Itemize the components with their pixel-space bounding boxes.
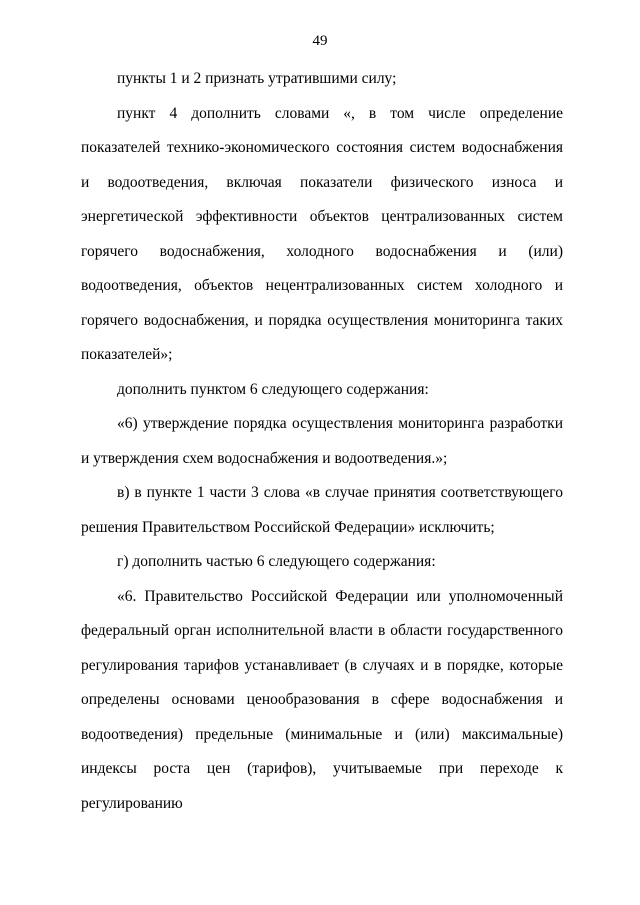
paragraph-4: «6) утверждение порядка осуществления мониторинга разработки и утверждения схем водоснабжения и водоотведения.»; — [81, 415, 563, 467]
paragraph-2: пункт 4 дополнить словами «, в том числе определение показателей технико-экономического состояния систем водоснабжения и водоотведения, включая показатели физического износа и энергетической эффективности объектов централизованных систем горячего водоснабжения, холодного водоснабжения и (или) водоотведения, объектов нецентрализованных систем холодного и горячего водоснабжения, и порядка осуществления мониторинга таких показателей»; — [81, 104, 563, 363]
paragraph-7: «6. Правительство Российской Федерации или уполномоченный федеральный орган исполнительной власти в области государственного регулирования тарифов устанавливает (в случаях и в порядке, которые определены основами ценообразования в сфере водоснабжения и водоотведения) предельные (минимальные и (или) максимальные) индексы роста цен (тарифов), учитываемые при переходе к регулированию — [81, 587, 563, 812]
paragraph-1: пункты 1 и 2 признать утратившими силу; — [117, 70, 397, 87]
paragraph-3: дополнить пунктом 6 следующего содержания: — [117, 380, 429, 398]
document-body — [81, 62, 563, 821]
paragraph-6: г) дополнить частью 6 следующего содержания: — [117, 553, 436, 570]
paragraph-5: в) в пункте 1 части 3 слова «в случае принятия соответствующего решения Правительством Российской Федерации» исключить; — [81, 484, 563, 536]
page-number: 49 — [312, 33, 328, 49]
